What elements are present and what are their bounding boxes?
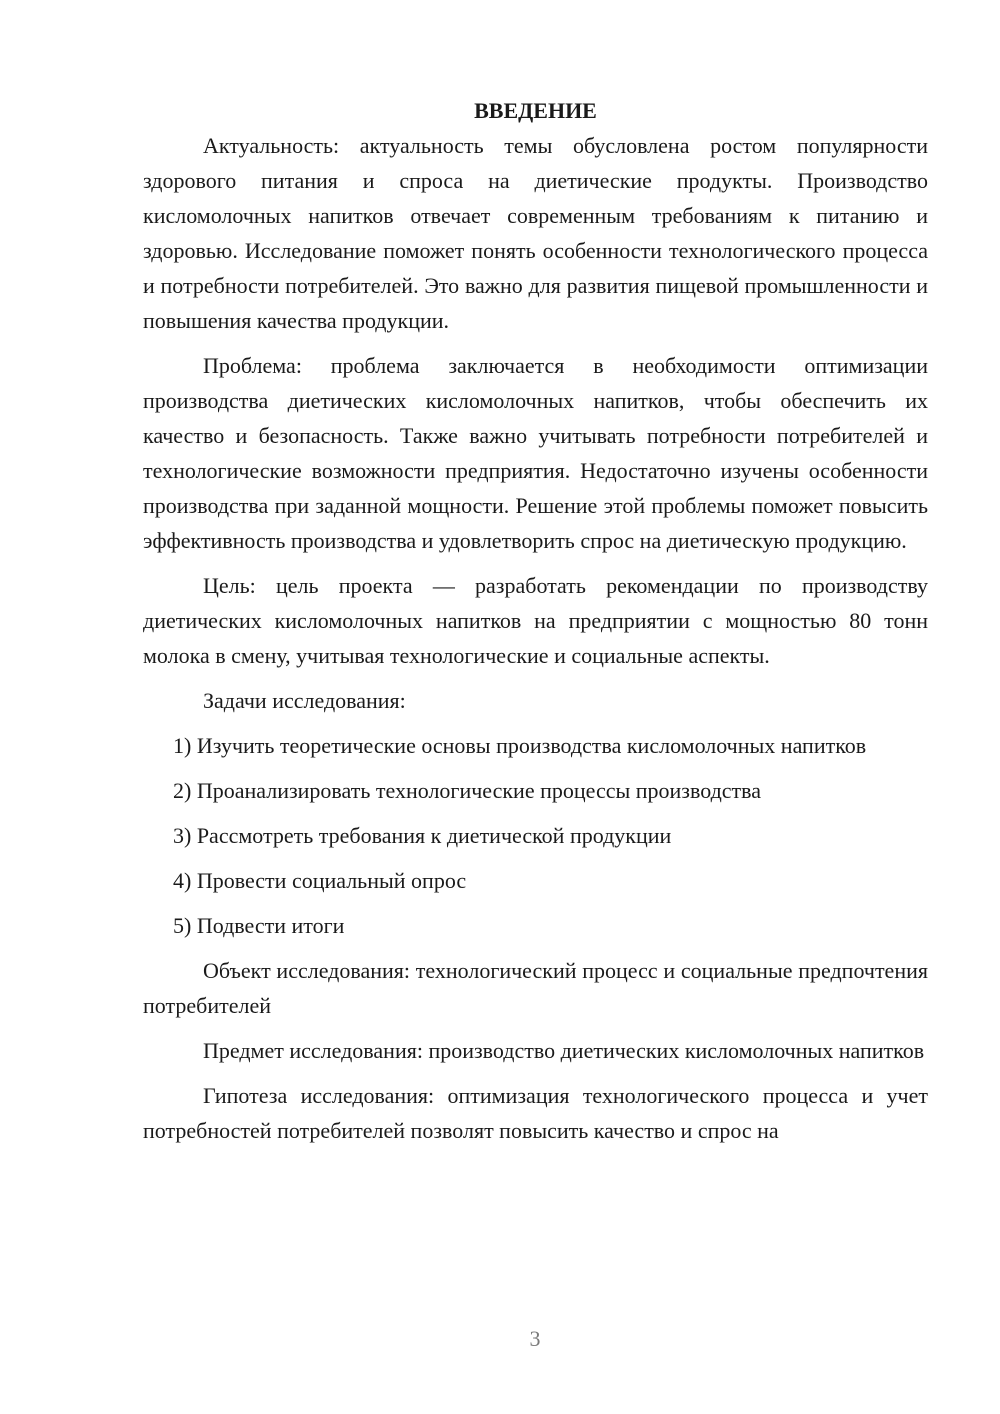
paragraph-object: Объект исследования: технологический процесс и социальные предпочтения потребителей: [143, 958, 928, 1018]
list-item-task-3: 3) Рассмотреть требования к диетической продукции: [173, 823, 672, 848]
paragraph-relevance: Актуальность: актуальность темы обусловлена ростом популярности здорового питания и спроса на диетические продукты. Производство кисломолочных напитков отвечает современным требованиям к питанию и здоровью. Исследование поможет понять особенности технологического процесса и потребности потребителей. Это важно для развития пищевой промышленности и повышения качества продукции.: [143, 133, 928, 333]
list-item-task-2: 2) Проанализировать технологические процессы производства: [173, 778, 762, 803]
paragraph-goal: Цель: цель проекта — разработать рекомендации по производству диетических кисломолочных напитков на предприятии с мощностью 80 тонн молока в смену, учитывая технологические и социальные аспекты.: [143, 573, 928, 668]
paragraph-problem: Проблема: проблема заключается в необходимости оптимизации производства диетических кисломолочных напитков, чтобы обеспечить их качество и безопасность. Также важно учитывать потребности потребителей и технологические возможности предприятия. Недостаточно изучены особенности производства при заданной мощности. Решение этой проблемы поможет повысить эффективность производства и удовлетворить спрос на диетическую продукцию.: [143, 353, 928, 553]
list-item-task-1: 1) Изучить теоретические основы производства кисломолочных напитков: [173, 733, 867, 758]
list-item-task-4: 4) Провести социальный опрос: [173, 868, 467, 893]
paragraph-hypothesis: Гипотеза исследования: оптимизация технологического процесса и учет потребностей потребителей позволят повысить качество и спрос на: [143, 1083, 928, 1143]
list-item-task-5: 5) Подвести итоги: [173, 913, 345, 938]
page-content: [143, 96, 928, 1158]
paragraph-subject: Предмет исследования: производство диетических кисломолочных напитков: [203, 1038, 925, 1063]
page-number: 3: [529, 1326, 541, 1351]
paragraph-tasks-title: Задачи исследования:: [203, 688, 406, 713]
section-heading: ВВЕДЕНИЕ: [474, 98, 597, 123]
